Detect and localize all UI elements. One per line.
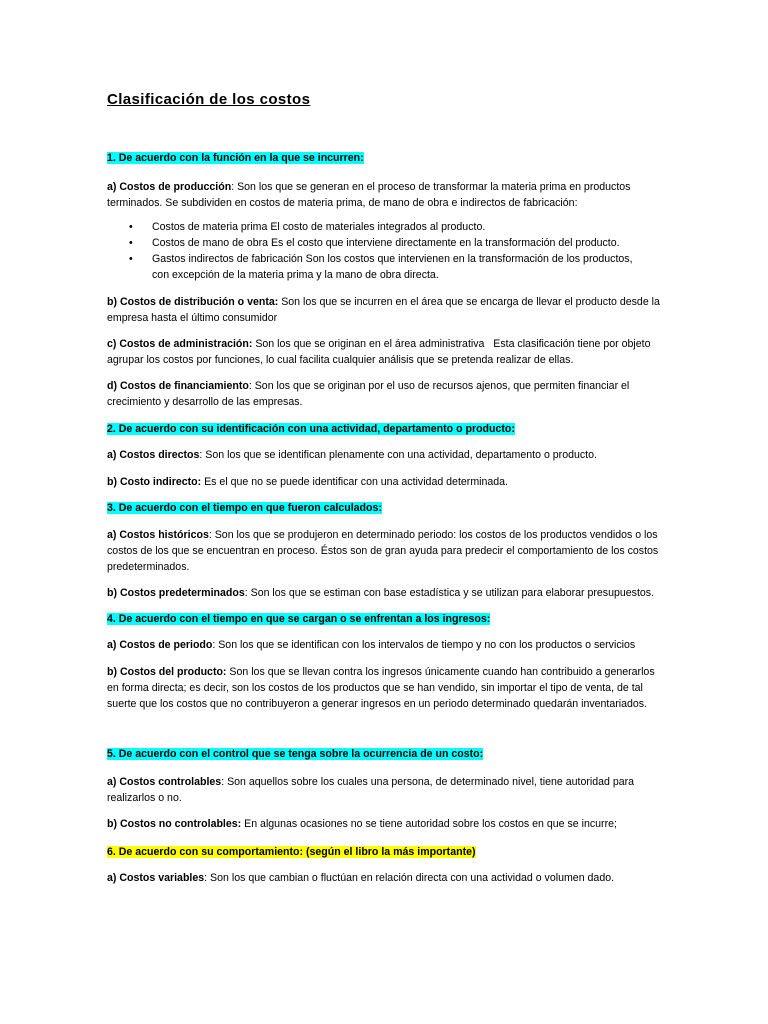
bullet-icon: • <box>129 237 133 249</box>
s4-b-paragraph <box>107 664 667 712</box>
s1-bullet-list <box>107 219 652 283</box>
section-5-heading <box>107 746 667 762</box>
list-item <box>107 219 652 235</box>
s1-c-text: Son los que se originan en el área administrativa Esta clasificación tiene por objeto agrupar los costos por funciones, lo cual facilita cualquier análisis que se pretenda realizar de ellas. <box>107 338 654 366</box>
s3-b-term: b) Costos predeterminados <box>107 587 245 599</box>
section-6-heading-note: (según el libro la más importante) <box>305 846 476 858</box>
s1-c-paragraph <box>107 336 667 368</box>
section-6-heading-text: 6. De acuerdo con su comportamiento: <box>107 846 304 858</box>
s1-d-paragraph <box>107 378 667 410</box>
section-2-heading-text: 2. De acuerdo con su identificación con una actividad, departamento o producto: <box>107 423 515 435</box>
s3-a-text: : Son los que se produjeron en determinado periodo: los costos de los productos vendidos o los costos de los que se encuentran en proceso. Éstos son de gran ayuda para predecir el comportamiento de los costos predeterminados. <box>107 529 659 573</box>
s6-a-text: : Son los que cambian o fluctúan en relación directa con una actividad o volumen dado. <box>204 872 615 884</box>
s1-d-text: : Son los que se originan por el uso de recursos ajenos, que permiten financiar el crecimiento y desarrollo de las empresas. <box>107 380 630 408</box>
s3-a-term: a) Costos históricos <box>107 529 209 541</box>
s4-a-paragraph <box>107 637 667 653</box>
list-item-text: Costos de mano de obra Es el costo que interviene directamente en la transformación del producto. <box>152 237 620 249</box>
section-4-heading <box>107 611 667 627</box>
s4-b-text: Son los que se llevan contra los ingresos únicamente cuando han contribuido a generarlos en forma directa; es decir, son los costos de los productos que se han vendido, sin importar el tipo de venta, de tal suerte que los costos que no contribuyeron a generar ingresos en un periodo determinado quedarán inventariados. <box>107 666 655 710</box>
s1-b-text: Son los que se incurren en el área que se encarga de llevar el producto desde la empresa hasta el último consumidor <box>107 296 660 324</box>
s5-b-term: b) Costos no controlables: <box>107 818 242 830</box>
bullet-icon: • <box>129 253 133 265</box>
s2-b-text: Es el que no se puede identificar con una actividad determinada. <box>201 476 509 488</box>
bullet-icon: • <box>129 221 133 233</box>
s1-a-paragraph <box>107 179 667 211</box>
section-6-heading <box>107 844 667 860</box>
s4-a-term: a) Costos de periodo <box>107 639 213 651</box>
s2-a-paragraph <box>107 447 667 463</box>
s4-b-term: b) Costos del producto: <box>107 666 227 678</box>
section-1-heading <box>107 150 667 166</box>
list-item <box>107 251 652 283</box>
section-1-heading-text: 1. De acuerdo con la función en la que se incurren: <box>107 152 364 164</box>
s3-a-paragraph <box>107 527 667 575</box>
s2-a-term: a) Costos directos <box>107 449 200 461</box>
page-title: Clasificación de los costos <box>107 91 311 108</box>
s1-a-text: : Son los que se generan en el proceso de transformar la materia prima en productos terminados. Se subdividen en costos de materia prima, de mano de obra e indirectos de fabricación: <box>107 181 631 209</box>
s1-b-term: b) Costos de distribución o venta: <box>107 296 279 308</box>
list-item <box>107 235 652 251</box>
s3-b-text: : Son los que se estiman con base estadística y se utilizan para elaborar presupuestos. <box>244 587 655 599</box>
s2-b-term: b) Costo indirecto: <box>107 476 202 488</box>
s5-a-term: a) Costos controlables <box>107 776 222 788</box>
list-item-text: Costos de materia prima El costo de materiales integrados al producto. <box>152 221 486 233</box>
s5-b-paragraph <box>107 816 667 832</box>
s2-a-text: : Son los que se identifican plenamente con una actividad, departamento o producto. <box>199 449 597 461</box>
s5-a-text: : Son aquellos sobre los cuales una persona, de determinado nivel, tiene autoridad para realizarlos o no. <box>107 776 635 804</box>
s1-a-term: a) Costos de producción <box>107 181 232 193</box>
list-item-text: Gastos indirectos de fabricación Son los costos que intervienen en la transformación de los productos, con excepción de la materia prima y la mano de obra directa. <box>152 253 633 281</box>
s2-b-paragraph <box>107 474 667 490</box>
section-3-heading <box>107 500 667 516</box>
section-3-heading-text: 3. De acuerdo con el tiempo en que fueron calculados: <box>107 502 382 514</box>
s5-b-text: En algunas ocasiones no se tiene autoridad sobre los costos en que se incurre; <box>241 818 617 830</box>
s6-a-paragraph <box>107 870 667 886</box>
s1-c-term: c) Costos de administración: <box>107 338 253 350</box>
section-2-heading <box>107 421 667 437</box>
s5-a-paragraph <box>107 774 667 806</box>
s3-b-paragraph <box>107 585 667 601</box>
s1-b-paragraph <box>107 294 667 326</box>
s1-d-term: d) Costos de financiamiento <box>107 380 249 392</box>
section-4-heading-text: 4. De acuerdo con el tiempo en que se cargan o se enfrentan a los ingresos: <box>107 613 491 625</box>
section-5-heading-text: 5. De acuerdo con el control que se tenga sobre la ocurrencia de un costo: <box>107 748 484 760</box>
s6-a-term: a) Costos variables <box>107 872 205 884</box>
s4-a-text: : Son los que se identifican con los intervalos de tiempo y no con los productos o servicios <box>212 639 636 651</box>
